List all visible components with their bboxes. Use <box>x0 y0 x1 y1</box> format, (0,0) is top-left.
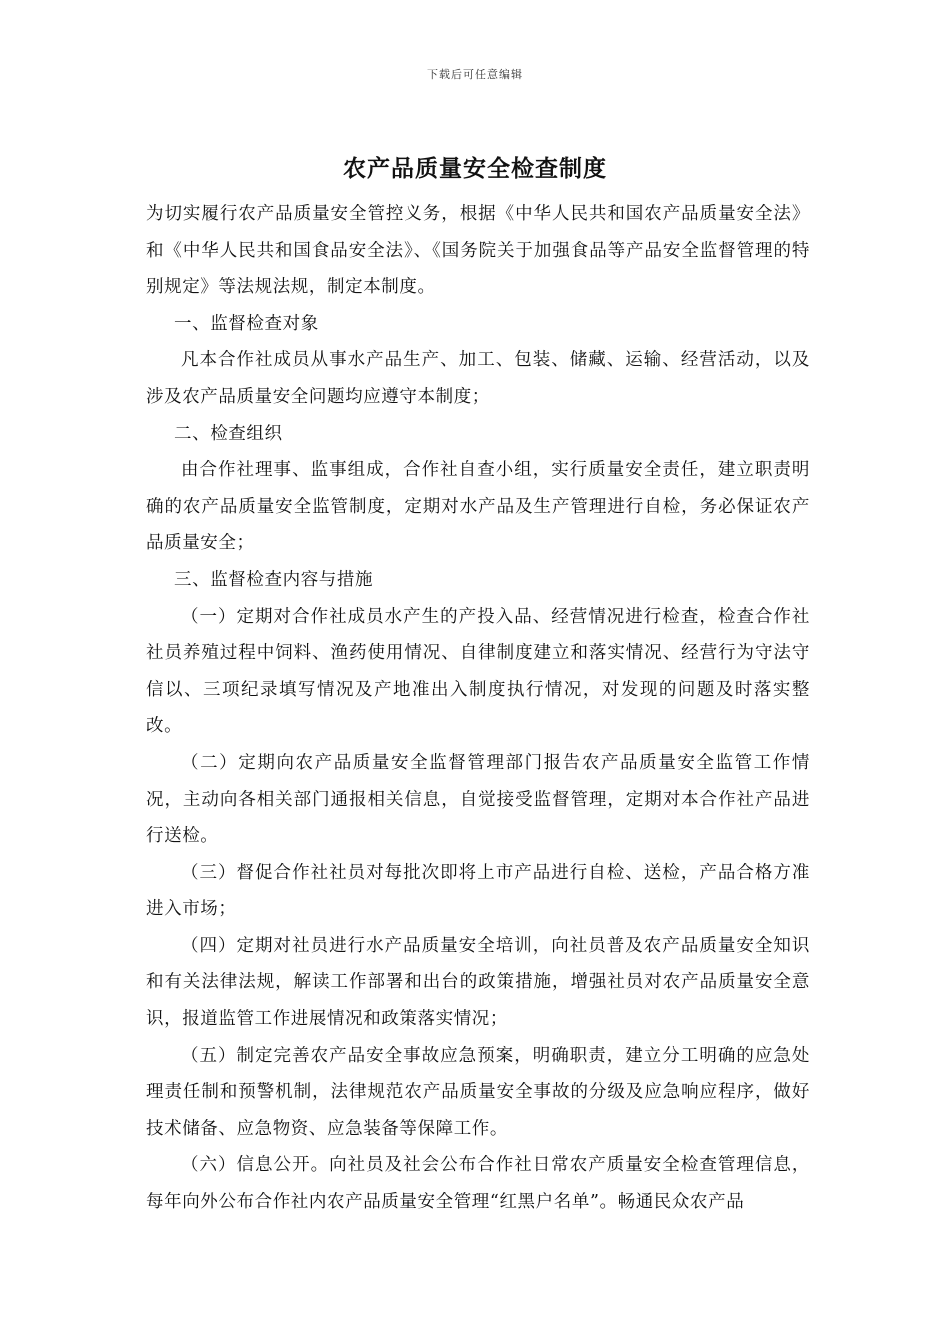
measure-2-paragraph: （二）定期向农产品质量安全监督管理部门报告农产品质量安全监管工作情况，主动向各相关部门通报相关信息，自觉接受监督管理，定期对本合作社产品进行送检。 <box>146 752 810 847</box>
measure-3-paragraph: （三）督促合作社社员对每批次即将上市产品进行自检、送检，产品合格方准进入市场； <box>146 862 810 920</box>
intro-paragraph: 为切实履行农产品质量安全管控义务，根据《中华人民共和国农产品质量安全法》和《中华人民共和国食品安全法》、《国务院关于加强食品等产品安全监督管理的特别规定》等法规法规，制定本制度。 <box>146 204 810 298</box>
measure-6-paragraph: （六）信息公开。向社员及社会公布合作社日常农产质量安全检查管理信息，每年向外公布合作社内农产品质量安全管理“红黑户名单”。畅通民众农产品 <box>146 1155 810 1213</box>
measure-1-paragraph: （一）定期对合作社成员水产生的产投入品、经营情况进行检查，检查合作社社员养殖过程中饲料、渔药使用情况、自律制度建立和落实情况、经营行为守法守信以、三项纪录填写情况及产地准出入制度执行情况，对发现的问题及时落实整改。 <box>146 606 810 737</box>
document-body <box>146 196 810 1221</box>
measure-5-paragraph: （五）制定完善农产品安全事故应急预案，明确职责，建立分工明确的应急处理责任制和预警机制，法律规范农产品质量安全事故的分级及应急响应程序，做好技术储备、应急物资、应急装备等保障工作。 <box>146 1045 810 1139</box>
section-heading-1: 一、监督检查对象 <box>174 313 319 334</box>
section-heading-3: 三、监督检查内容与措施 <box>174 569 374 590</box>
section-heading-2: 二、检查组织 <box>174 423 283 444</box>
measure-4-paragraph: （四）定期对社员进行水产品质量安全培训，向社员普及农产品质量安全知识和有关法律法规，解读工作部署和出台的政策措施，增强社员对农产品质量安全意识，报道监管工作进展情况和政策落实情况； <box>146 935 810 1030</box>
section-1-paragraph: 凡本合作社成员从事水产品生产、加工、包装、储藏、运输、经营活动，以及涉及农产品质量安全问题均应遵守本制度； <box>146 350 810 407</box>
header-note: 下载后可任意编辑 <box>427 68 523 81</box>
section-2-paragraph: 由合作社理事、监事组成，合作社自查小组，实行质量安全责任，建立职责明确的农产品质量安全监管制度，定期对水产品及生产管理进行自检，务必保证农产品质量安全； <box>146 460 810 554</box>
document-title: 农产品质量安全检查制度 <box>343 155 607 182</box>
